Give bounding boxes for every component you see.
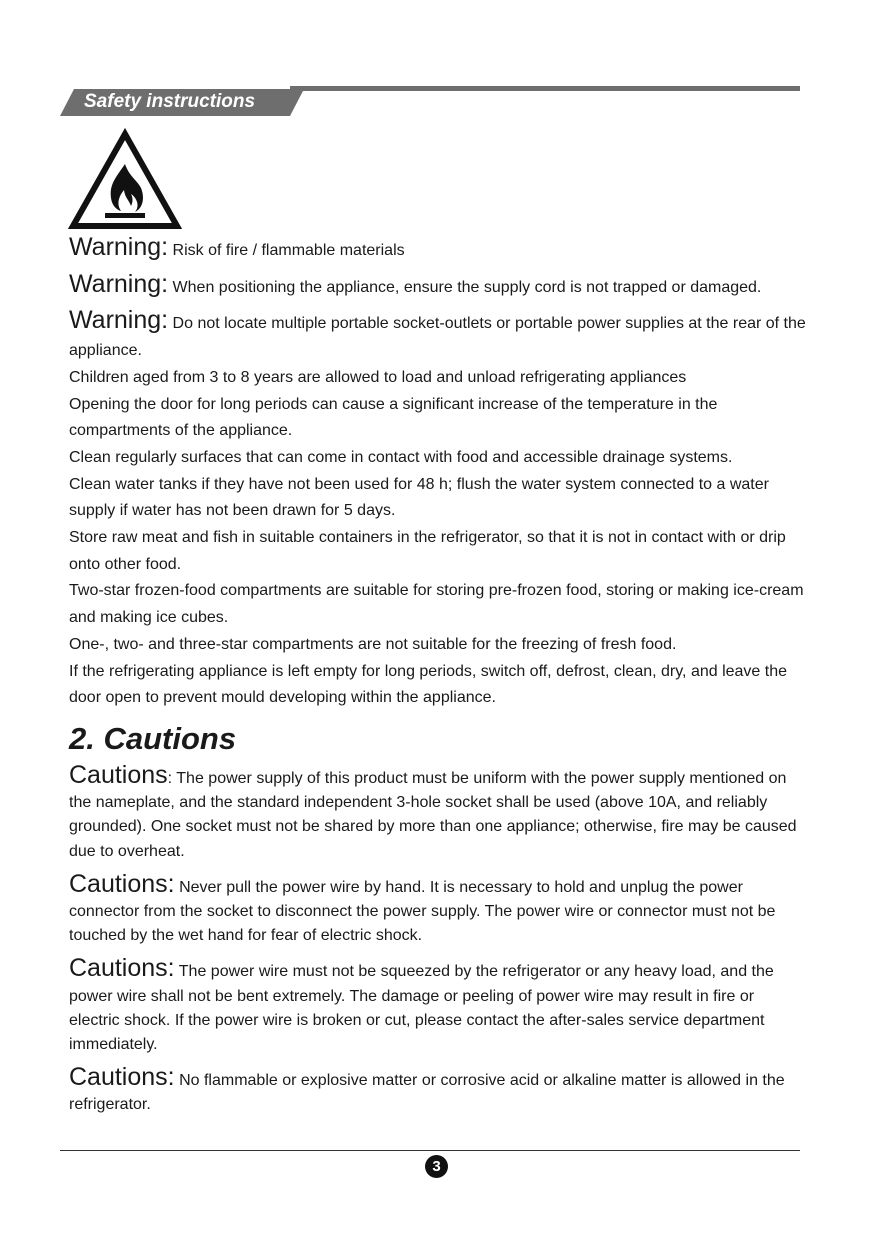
instruction-item: One-, two- and three-star compartments are not suitable for the freezing of fresh food. bbox=[69, 635, 677, 653]
warning-label: Warning: bbox=[69, 233, 169, 261]
caution-1 bbox=[69, 762, 809, 864]
caution-text: The power wire must not be squeezed by the refrigerator or any heavy load, and the power wire shall not be bent extremely. The damage or peeling of power wire may result in fire or electric shock. If the power wire is broken or cut, please contact the after-sales service department immediately. bbox=[69, 963, 774, 1053]
instruction-item: If the refrigerating appliance is left empty for long periods, switch off, defrost, clean, dry, and leave the door open to prevent mould developing within the appliance. bbox=[69, 662, 788, 707]
caution-label: Cautions bbox=[69, 760, 168, 789]
header-rule bbox=[290, 86, 800, 91]
warning-3 bbox=[69, 307, 809, 364]
instruction-item: Two-star frozen-food compartments are suitable for storing pre-frozen food, storing or making ice-cream and making ice cubes. bbox=[69, 582, 804, 627]
instruction-item: Children aged from 3 to 8 years are allowed to load and unload refrigerating appliances bbox=[69, 368, 687, 386]
header-title: Safety instructions bbox=[84, 91, 256, 112]
caution-3 bbox=[69, 955, 809, 1057]
section-header bbox=[60, 86, 800, 118]
warning-text: Risk of fire / flammable materials bbox=[168, 242, 405, 259]
instruction-item: Clean regularly surfaces that can come in contact with food and accessible drainage systems. bbox=[69, 448, 733, 466]
caution-text: : The power supply of this product must be uniform with the power supply mentioned on the nameplate, and the standard independent 3-hole socket shall be used (above 10A, and reliably grounded). One socket must not be shared by more than one appliance; otherwise, fire may be caused due to overheat. bbox=[69, 769, 797, 860]
warning-text: Do not locate multiple portable socket-outlets or portable power supplies at the rear of the appliance. bbox=[69, 315, 806, 360]
warning-1 bbox=[69, 234, 809, 265]
warning-2 bbox=[69, 271, 809, 302]
flammable-warning-icon bbox=[67, 128, 183, 232]
cautions-list bbox=[69, 762, 809, 1118]
instruction-item: Clean water tanks if they have not been used for 48 h; flush the water system connected to a water supply if water has not been drawn for 5 days. bbox=[69, 475, 769, 520]
warning-text: When positioning the appliance, ensure the supply cord is not trapped or damaged. bbox=[168, 278, 762, 296]
cautions-heading: 2. Cautions bbox=[69, 720, 237, 756]
warning-label: Warning: bbox=[69, 269, 169, 298]
footer-rule bbox=[60, 1150, 800, 1151]
caution-label: Cautions: bbox=[69, 869, 175, 898]
warning-label: Warning: bbox=[69, 306, 169, 335]
page-content bbox=[69, 234, 809, 1125]
caution-4 bbox=[69, 1064, 809, 1117]
instruction-item: Store raw meat and fish in suitable containers in the refrigerator, so that it is not in contact with or drip onto other food. bbox=[69, 529, 786, 573]
caution-text: Never pull the power wire by hand. It is necessary to hold and unplug the power connector from the socket to disconnect the power supply. The power wire or connector must not be touched by the wet hand for fear of electric shock. bbox=[69, 878, 776, 945]
page-number: 3 bbox=[425, 1155, 448, 1178]
caution-label: Cautions: bbox=[69, 954, 175, 983]
caution-2 bbox=[69, 871, 809, 949]
caution-text: No flammable or explosive matter or corrosive acid or alkaline matter is allowed in the refrigerator. bbox=[69, 1072, 785, 1114]
caution-label: Cautions: bbox=[69, 1063, 175, 1092]
instruction-item: Opening the door for long periods can cause a significant increase of the temperature in the compartments of the appliance. bbox=[69, 395, 718, 440]
